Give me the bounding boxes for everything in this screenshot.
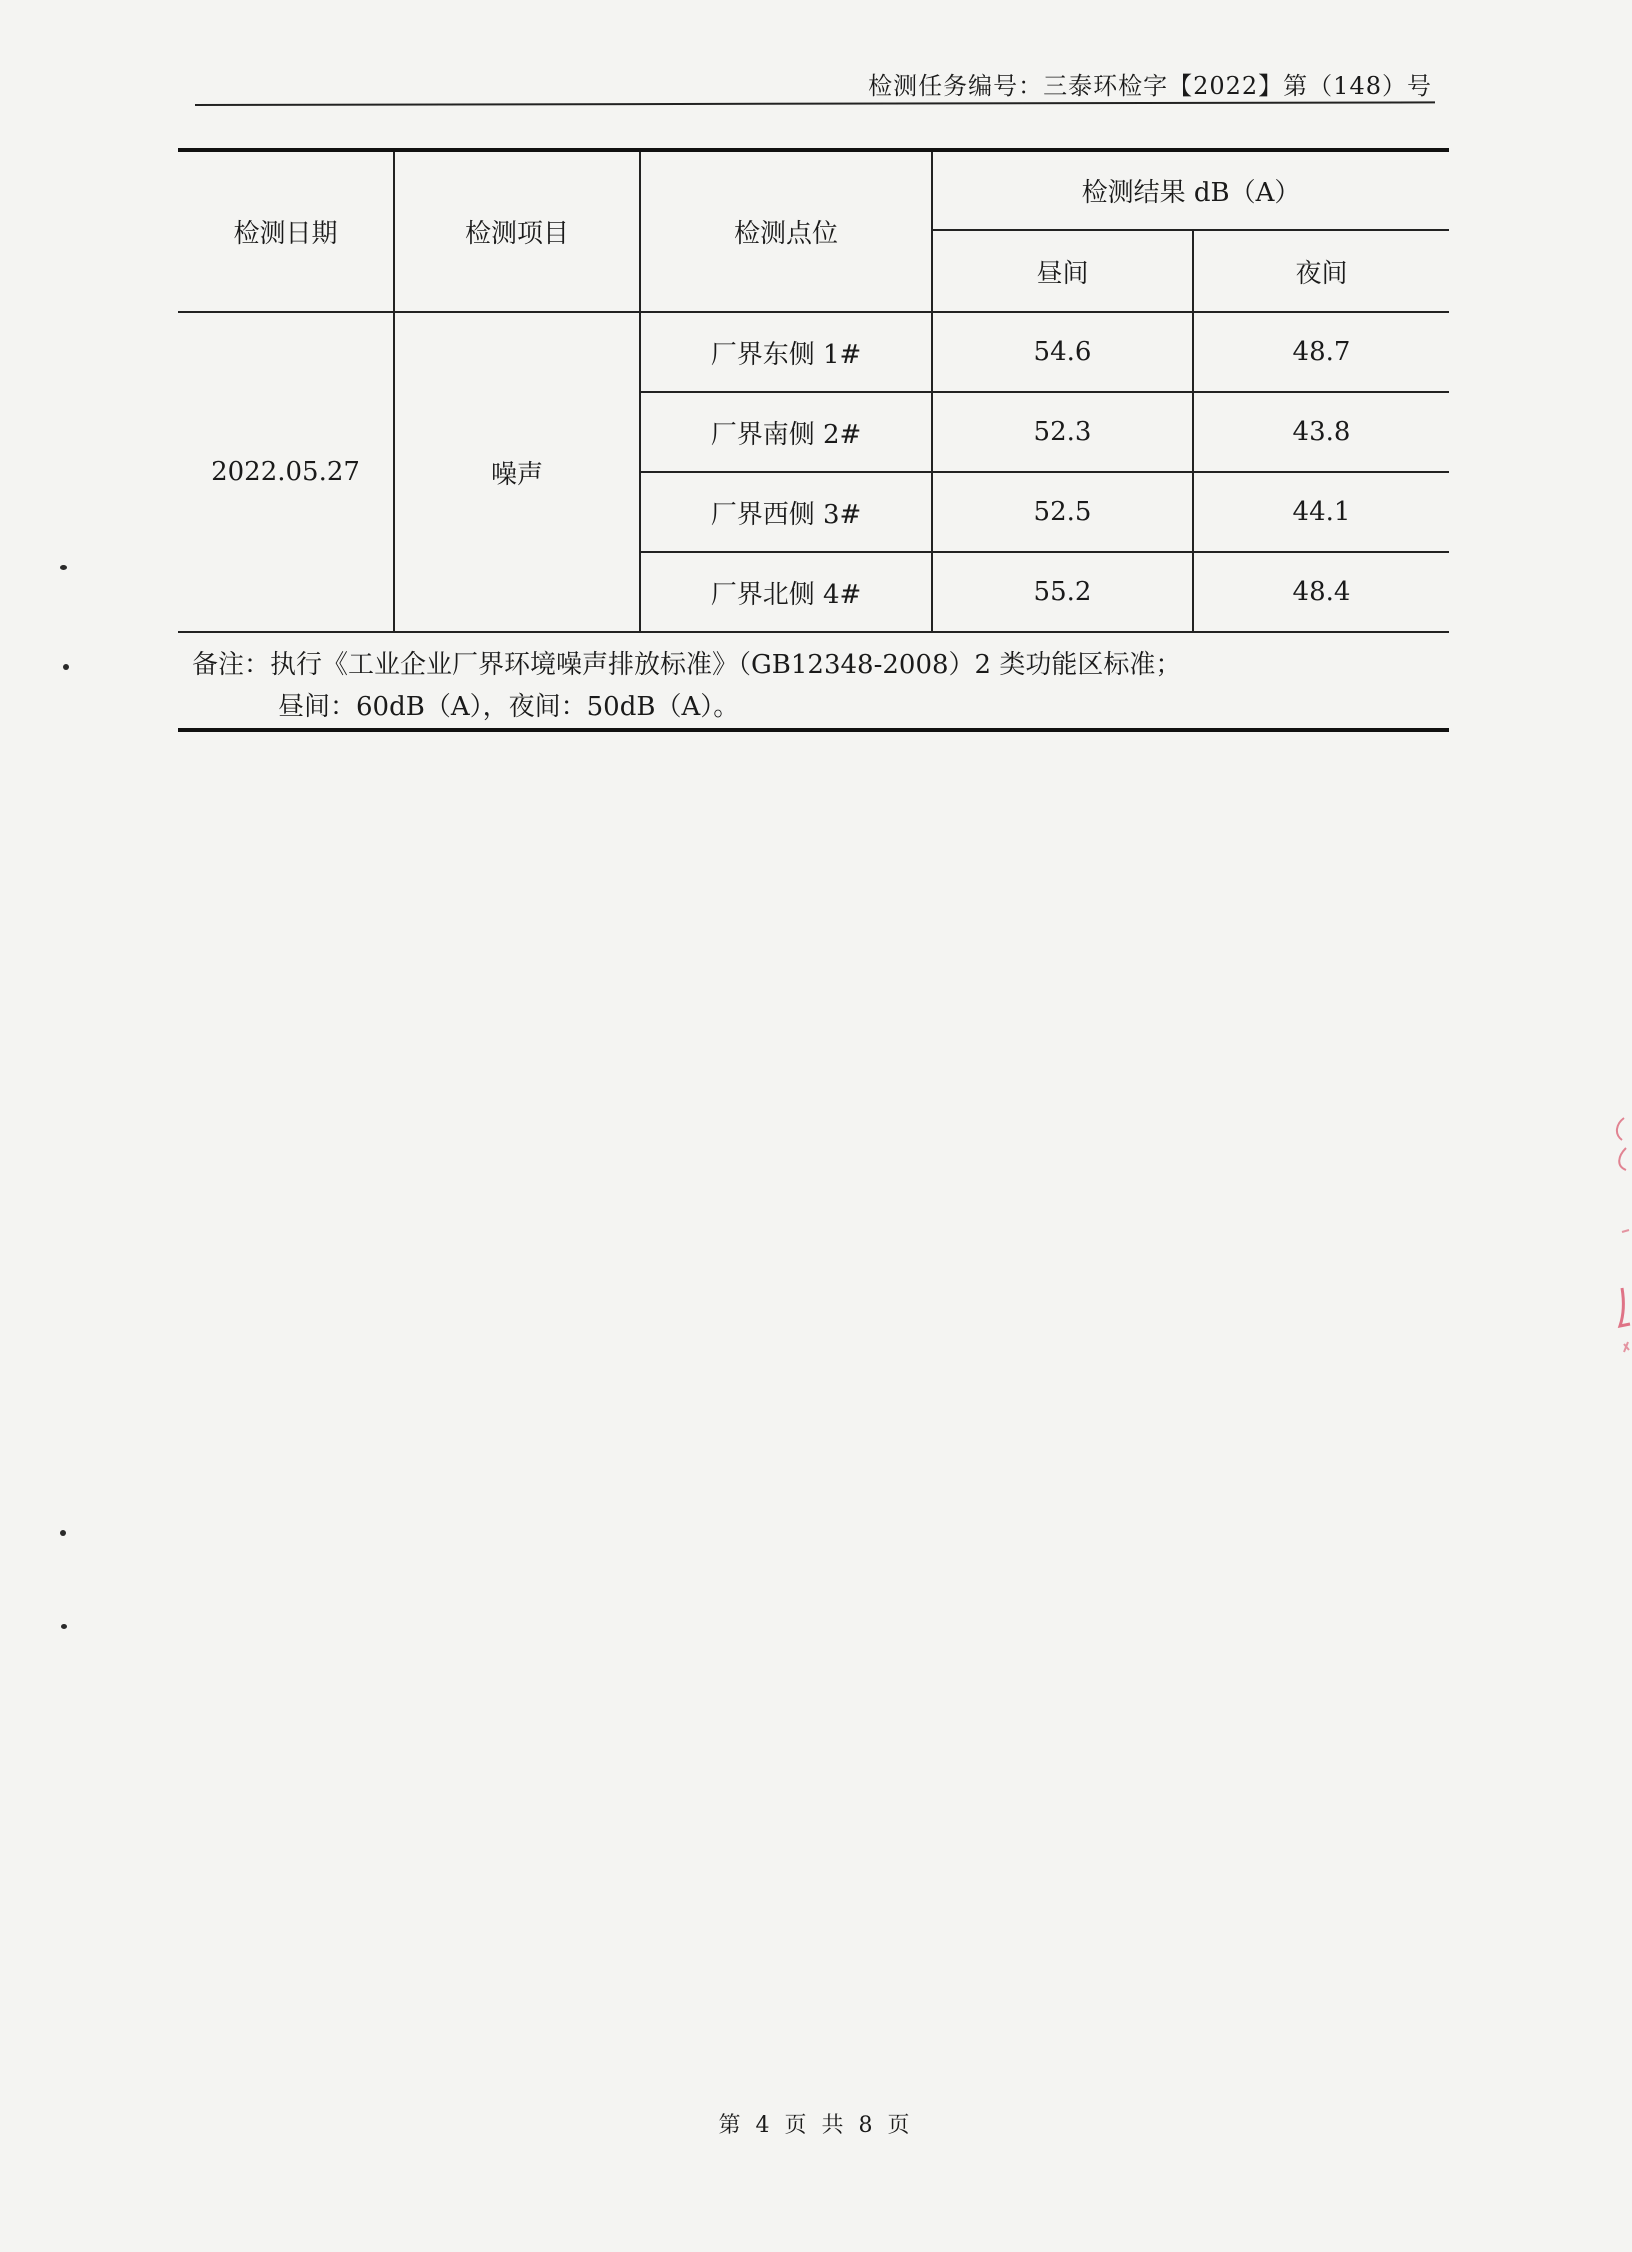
red-seal-stamp — [1602, 1100, 1632, 1360]
day-value: 54.6 — [932, 312, 1193, 392]
point-cell: 厂界东侧 1# — [640, 312, 932, 392]
remark-line-2: 昼间：60dB（A），夜间：50dB（A）。 — [278, 692, 740, 722]
header-rule — [195, 101, 1435, 106]
night-value: 48.4 — [1193, 552, 1449, 632]
day-value: 52.5 — [932, 472, 1193, 552]
night-value: 48.7 — [1193, 312, 1449, 392]
scan-speck — [61, 1624, 67, 1629]
date-cell: 2022.05.27 — [178, 312, 394, 632]
page-number: 第 4 页 共 8 页 — [718, 2113, 914, 2138]
header-result: 检测结果 dB（A） — [932, 150, 1449, 230]
task-number: 检测任务编号：三泰环检字【2022】第（148）号 — [868, 72, 1432, 100]
header-night: 夜间 — [1193, 230, 1449, 312]
day-value: 55.2 — [932, 552, 1193, 632]
item-cell: 噪声 — [394, 312, 640, 632]
remark-line-1: 备注：执行《工业企业厂界环境噪声排放标准》（GB12348-2008）2 类功能区标准； — [192, 650, 1182, 680]
table-row — [178, 312, 1449, 392]
header-item: 检测项目 — [394, 150, 640, 312]
point-cell: 厂界西侧 3# — [640, 472, 932, 552]
header-date: 检测日期 — [178, 150, 394, 312]
noise-results-table — [178, 148, 1449, 633]
scan-speck — [63, 664, 69, 670]
night-value: 44.1 — [1193, 472, 1449, 552]
remarks — [178, 636, 1449, 732]
header-point: 检测点位 — [640, 150, 932, 312]
header-day: 昼间 — [932, 230, 1193, 312]
night-value: 43.8 — [1193, 392, 1449, 472]
day-value: 52.3 — [932, 392, 1193, 472]
scan-speck — [60, 565, 67, 570]
point-cell: 厂界南侧 2# — [640, 392, 932, 472]
point-cell: 厂界北侧 4# — [640, 552, 932, 632]
scan-speck — [60, 1530, 66, 1536]
